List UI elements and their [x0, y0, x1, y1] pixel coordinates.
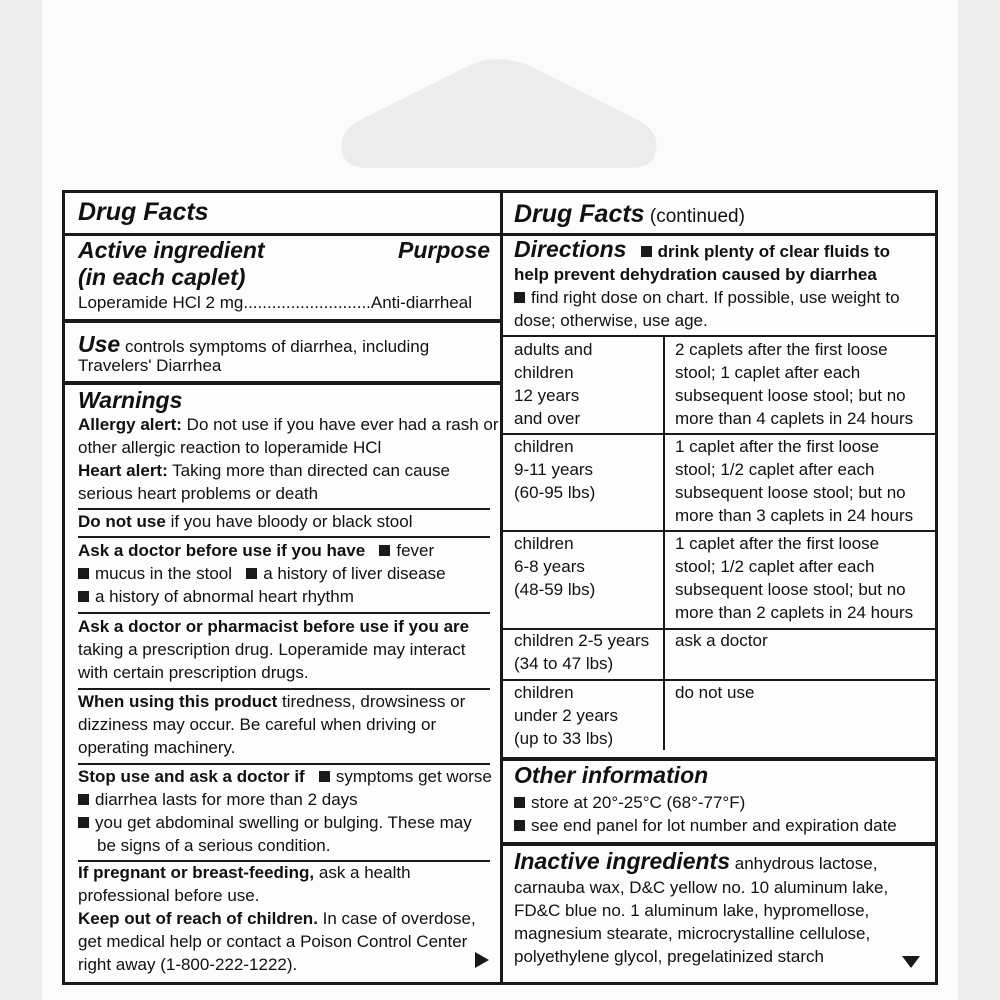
bullet-icon [246, 568, 257, 579]
when-using [78, 691, 465, 714]
stop-use-item: diarrhea lasts for more than 2 days [95, 790, 358, 809]
heart-text: Taking more than directed can cause [167, 461, 451, 480]
directions-bullet-2 [514, 287, 900, 310]
when-using-text-cont-2: operating machinery. [78, 738, 236, 757]
dose-who: adults and [514, 340, 593, 359]
dose-who: children 2-5 years [514, 631, 650, 650]
dose-who: (48-59 lbs) [514, 580, 596, 599]
pregnant-text-cont: professional before use. [78, 886, 260, 905]
dose-who: 6-8 years [514, 557, 585, 576]
ask-doctor-line [78, 540, 434, 563]
divider [503, 757, 935, 761]
divider [65, 319, 500, 323]
dose-amount: do not use [675, 683, 755, 702]
bullet-icon [78, 817, 89, 828]
use-text: controls symptoms of diarrhea, including [124, 337, 430, 356]
dose-amount: stool; 1 caplet after each [675, 363, 861, 382]
ask-doctor-item: a history of liver disease [263, 564, 446, 583]
allergy-alert [78, 414, 499, 437]
active-ingredient-heading: Active ingredient [78, 237, 265, 263]
inactive-ingredients-heading: Inactive ingredients [514, 848, 731, 874]
bullet-icon [78, 591, 89, 602]
dose-who: 12 years [514, 386, 580, 405]
when-using-text: tiredness, drowsiness or [277, 692, 466, 711]
divider [78, 763, 490, 765]
dose-amount: stool; 1/2 caplet after each [675, 460, 875, 479]
divider [78, 688, 490, 690]
dose-who: and over [514, 409, 581, 428]
divider [78, 612, 490, 614]
inactive-text-cont: FD&C blue no. 1 aluminum lake, hypromellose, [514, 901, 870, 920]
use-text-cont: Travelers' Diarrhea [78, 356, 222, 375]
table-border [503, 335, 935, 337]
stop-use-line-2 [78, 789, 358, 812]
allergy-label: Allergy alert: [78, 415, 182, 434]
bullet-icon [379, 545, 390, 556]
keep-out-text: In case of overdose, [317, 909, 476, 928]
allergy-text-cont: other allergic reaction to loperamide HCl [78, 438, 382, 457]
dose-amount: 1 caplet after the first loose [675, 534, 880, 553]
bullet-icon [514, 820, 525, 831]
other-item [514, 815, 897, 838]
directions-bullet: drink plenty of clear fluids to [657, 242, 891, 261]
dose-amount: 2 caplets after the first loose [675, 340, 888, 359]
keep-out-text-cont: get medical help or contact a Poison Control Center [78, 932, 468, 951]
bullet-icon [514, 797, 525, 808]
dose-amount: subsequent loose stool; but no [675, 386, 906, 405]
table-row-divider [503, 530, 935, 532]
bullet-icon [641, 246, 652, 257]
dose-who: children [514, 363, 574, 382]
divider [65, 233, 500, 236]
pregnant-label: If pregnant or breast-feeding, [78, 863, 315, 882]
inactive-text: anhydrous lactose, [730, 854, 878, 873]
heart-alert [78, 460, 450, 483]
directions-bullet-cont: help prevent dehydration caused by diarrhea [514, 265, 877, 284]
table-row-divider [503, 433, 935, 435]
continued-label: (continued) [644, 206, 745, 227]
inactive-text-cont: magnesium stearate, microcrystalline cellulose, [514, 924, 871, 943]
ask-pharmacist-label: Ask a doctor or pharmacist before use if you are [78, 617, 470, 636]
dose-who: (60-95 lbs) [514, 483, 596, 502]
purpose-heading: Purpose [398, 237, 491, 263]
dose-who: children [514, 437, 574, 456]
active-ingredient-subheading: (in each caplet) [78, 264, 246, 290]
use-heading: Use [78, 331, 121, 357]
keep-out-text-cont-2: right away (1-800-222-1222). [78, 955, 298, 974]
dose-amount: subsequent loose stool; but no [675, 483, 906, 502]
bullet-icon [514, 292, 525, 303]
dose-amount: 1 caplet after the first loose [675, 437, 880, 456]
other-item [514, 792, 745, 815]
dose-who: (up to 33 lbs) [514, 729, 614, 748]
column-divider [500, 190, 503, 985]
bullet-icon [78, 794, 89, 805]
ingredient-dots: ........................... [243, 293, 371, 312]
ask-pharmacist-text-cont: with certain prescription drugs. [78, 663, 309, 682]
ingredient-name: Loperamide HCl 2 mg [78, 293, 244, 312]
dose-who: children [514, 534, 574, 553]
inactive-line [514, 850, 877, 876]
when-using-text-cont: dizziness may occur. Be careful when driving or [78, 715, 437, 734]
ingredient-purpose: Anti-diarrheal [370, 293, 472, 312]
bullet-icon [78, 568, 89, 579]
heart-text-cont: serious heart problems or death [78, 484, 319, 503]
dose-who: under 2 years [514, 706, 618, 725]
directions-bullet-2-cont: dose; otherwise, use age. [514, 311, 708, 330]
dose-amount: more than 3 caplets in 24 hours [675, 506, 914, 525]
table-row-divider [503, 679, 935, 681]
dose-amount: stool; 1/2 caplet after each [675, 557, 875, 576]
dose-who: (34 to 47 lbs) [514, 654, 614, 673]
stop-use-item: symptoms get worse [335, 767, 492, 786]
dose-who: 9-11 years [514, 460, 594, 479]
stop-use-item: you get abdominal swelling or bulging. These may [95, 813, 472, 832]
divider [503, 842, 935, 846]
stop-use-label: Stop use and ask a doctor if [78, 767, 305, 786]
stop-use-line-3 [78, 812, 472, 835]
directions-heading: Directions [514, 236, 627, 262]
other-information-heading: Other information [514, 762, 709, 788]
ask-doctor-item: fever [396, 541, 435, 560]
pregnant-text: ask a health [314, 863, 411, 882]
divider [78, 508, 490, 510]
divider [65, 381, 500, 385]
stop-use-line [78, 766, 492, 789]
table-column-divider [663, 337, 665, 750]
when-using-label: When using this product [78, 692, 278, 711]
dose-who: children [514, 683, 574, 702]
bullet-icon [319, 771, 330, 782]
divider [78, 536, 490, 538]
do-not-use-label: Do not use [78, 512, 166, 531]
dose-amount: ask a doctor [675, 631, 768, 650]
hang-hole [338, 58, 660, 168]
other-item-text: store at 20°-25°C (68°-77°F) [531, 793, 746, 812]
ask-pharmacist-text: taking a prescription drug. Loperamide may interact [78, 640, 466, 659]
do-not-use [78, 511, 413, 534]
heart-label: Heart alert: [78, 461, 168, 480]
continue-arrow-right-icon [474, 951, 490, 969]
ask-doctor-item: a history of abnormal heart rhythm [95, 587, 354, 606]
allergy-text: Do not use if you have ever had a rash or [181, 415, 499, 434]
ask-doctor-item: mucus in the stool [95, 564, 233, 583]
ask-doctor-line-3 [78, 586, 354, 609]
directions-bullet-text: find right dose on chart. If possible, use weight to [531, 288, 900, 307]
do-not-use-text: if you have bloody or black stool [165, 512, 413, 531]
pregnant-line [78, 862, 411, 885]
continue-arrow-down-icon [901, 955, 921, 969]
ask-doctor-line-2 [78, 563, 446, 586]
ingredient-line [78, 292, 472, 315]
inactive-text-cont: polyethylene glycol, pregelatinized starch [514, 947, 824, 966]
inactive-text-cont: carnauba wax, D&C yellow no. 10 aluminum lake, [514, 878, 889, 897]
warnings-heading: Warnings [78, 387, 183, 413]
dose-amount: more than 4 caplets in 24 hours [675, 409, 914, 428]
drug-facts-title: Drug Facts [78, 198, 209, 226]
drug-facts-continued-title [514, 200, 745, 229]
dose-amount: more than 2 caplets in 24 hours [675, 603, 914, 622]
other-item-text: see end panel for lot number and expiration date [531, 816, 897, 835]
ask-doctor-label: Ask a doctor before use if you have [78, 541, 366, 560]
stop-use-tail: be signs of a serious condition. [97, 836, 331, 855]
drug-facts-title: Drug Facts [514, 200, 645, 228]
keep-out-line [78, 908, 476, 931]
directions-line [514, 238, 890, 264]
keep-out-label: Keep out of reach of children. [78, 909, 318, 928]
dose-amount: subsequent loose stool; but no [675, 580, 906, 599]
